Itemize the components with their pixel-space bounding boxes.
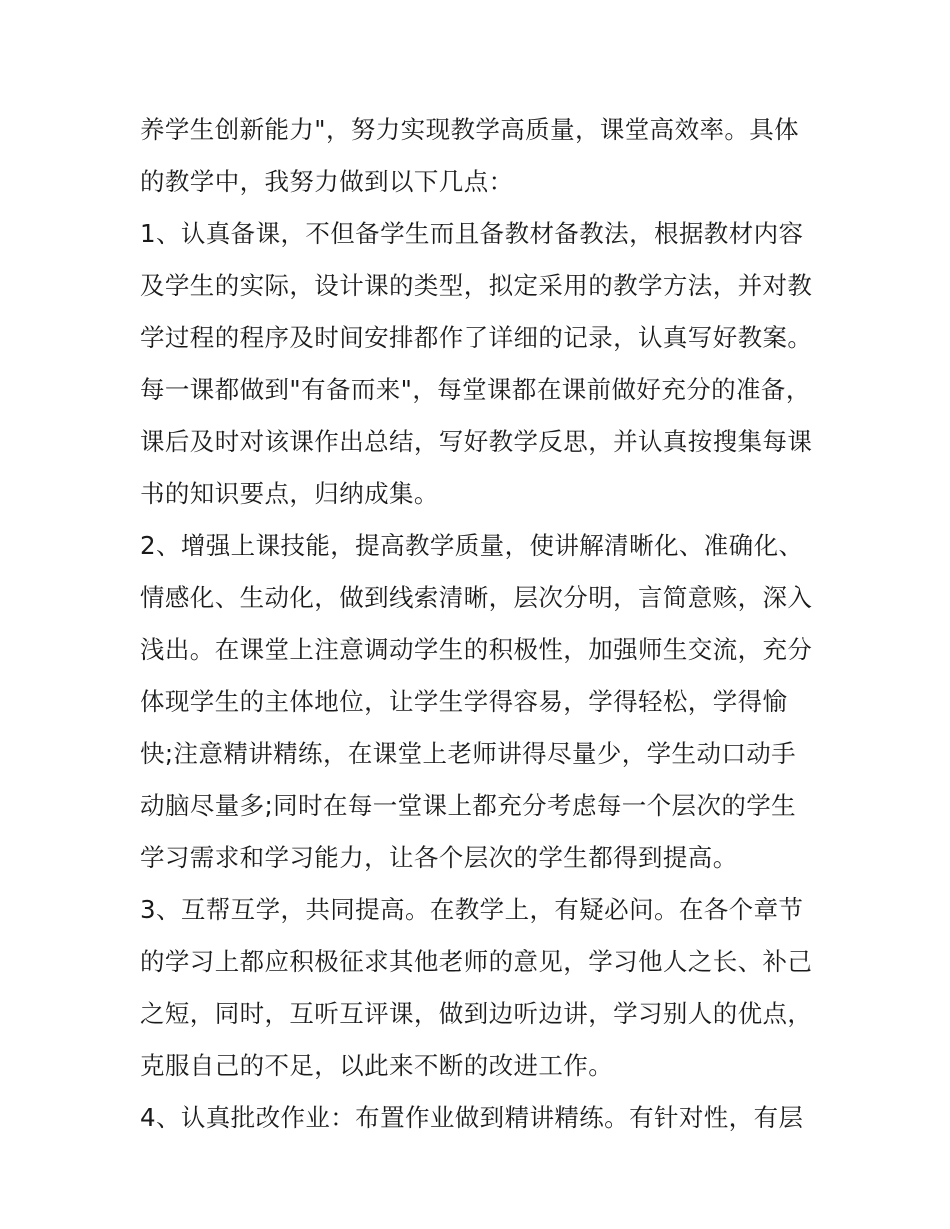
paragraph-line: 课后及时对该课作出总结，写好教学反思，并认真按搜集每课 bbox=[140, 427, 813, 456]
paragraph-line: 3、互帮互学，共同提高。在教学上，有疑必问。在各个章节 bbox=[140, 895, 804, 924]
paragraph-line: 学过程的程序及时间安排都作了详细的记录，认真写好教案。 bbox=[140, 323, 813, 352]
paragraph-line: 的学习上都应积极征求其他老师的意见，学习他人之长、补己 bbox=[140, 947, 813, 976]
paragraph-line: 1、认真备课，不但备学生而且备教材备教法，根据教材内容 bbox=[140, 219, 804, 248]
paragraph-line: 及学生的实际，设计课的类型，拟定采用的教学方法，并对教 bbox=[140, 271, 813, 300]
paragraph-line: 的教学中，我努力做到以下几点： bbox=[140, 167, 514, 196]
paragraph-line: 快;注意精讲精练，在课堂上老师讲得尽量少，学生动口动手 bbox=[140, 739, 797, 768]
paragraph-line: 学习需求和学习能力，让各个层次的学生都得到提高。 bbox=[140, 843, 738, 872]
paragraph-line: 克服自己的不足，以此来不断的改进工作。 bbox=[140, 1051, 614, 1080]
paragraph-line: 2、增强上课技能，提高教学质量，使讲解清晰化、准确化、 bbox=[140, 531, 804, 560]
paragraph-line: 情感化、生动化，做到线索清晰，层次分明，言简意赅，深入 bbox=[140, 583, 813, 612]
paragraph-line: 动脑尽量多;同时在每一堂课上都充分考虑每一个层次的学生 bbox=[140, 791, 797, 820]
paragraph-line: 每一课都做到"有备而来"，每堂课都在课前做好充分的准备， bbox=[140, 375, 811, 404]
paragraph-line: 4、认真批改作业：布置作业做到精讲精练。有针对性，有层 bbox=[140, 1103, 804, 1132]
paragraph-line: 体现学生的主体地位，让学生学得容易，学得轻松，学得愉 bbox=[140, 687, 788, 716]
paragraph-line: 之短，同时，互听互评课，做到边听边讲，学习别人的优点， bbox=[140, 999, 813, 1028]
paragraph-line: 养学生创新能力"，努力实现教学高质量，课堂高效率。具体 bbox=[140, 115, 800, 144]
paragraph-line: 浅出。在课堂上注意调动学生的积极性，加强师生交流，充分 bbox=[140, 635, 813, 664]
paragraph-line: 书的知识要点，归纳成集。 bbox=[140, 479, 439, 508]
